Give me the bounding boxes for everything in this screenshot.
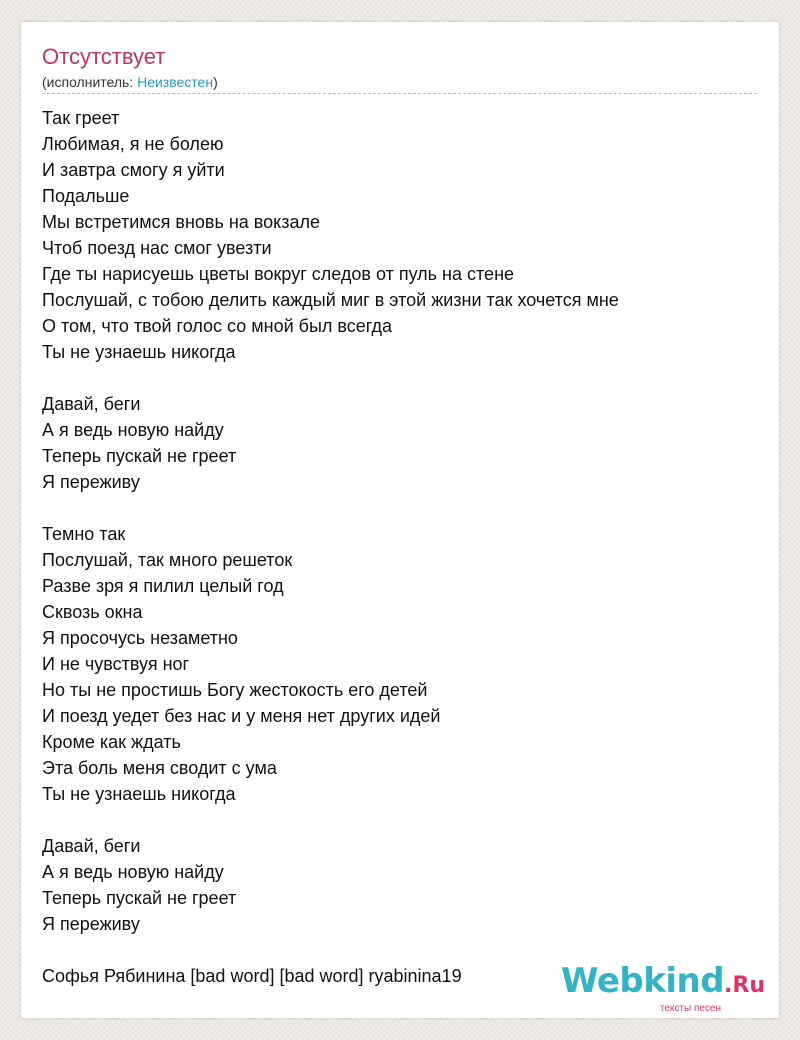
logo-word: Webkind: [561, 961, 725, 1001]
lyric-line: И завтра смогу я уйти: [42, 160, 225, 180]
lyric-line: Я переживу: [42, 472, 140, 492]
lyric-line: А я ведь новую найду: [42, 862, 224, 882]
lyric-line: Подальше: [42, 186, 130, 206]
lyric-line: Я переживу: [42, 914, 140, 934]
lyric-line: Ты не узнаешь никогда: [42, 342, 236, 362]
lyric-line: Давай, беги: [42, 836, 141, 856]
lyric-line: Мы встретимся вновь на вокзале: [42, 212, 321, 232]
lyric-line: Давай, беги: [42, 394, 141, 414]
lyrics-text: [42, 105, 762, 1015]
lyric-line: О том, что твой голос со мной был всегда: [42, 316, 393, 336]
lyric-line: Теперь пускай не греет: [42, 446, 237, 466]
stanza: [42, 833, 762, 937]
lyric-line: Послушай, так много решеток: [42, 550, 293, 570]
lyric-line: Кроме как ждать: [42, 732, 181, 752]
lyric-line: Эта боль меня сводит с ума: [42, 758, 277, 778]
divider: [42, 93, 757, 94]
stanza: [42, 391, 762, 495]
lyric-line: И не чувствуя ног: [42, 654, 190, 674]
logo-wordmark: [561, 963, 765, 1006]
lyrics-card: [21, 22, 779, 1018]
credits-line: Софья Рябинина [bad word] [bad word] ryabinina19: [42, 966, 462, 986]
lyric-line: Я просочусь незаметно: [42, 628, 238, 648]
lyric-line: Теперь пускай не греет: [42, 888, 237, 908]
lyric-line: Где ты нарисуешь цветы вокруг следов от пуль на стене: [42, 264, 515, 284]
lyric-line: Темно так: [42, 524, 126, 544]
lyric-line: Разве зря я пилил целый год: [42, 576, 284, 596]
stanza: [42, 105, 762, 365]
lyric-line: Ты не узнаешь никогда: [42, 784, 236, 804]
lyric-line: А я ведь новую найду: [42, 420, 224, 440]
lyric-line: Но ты не простишь Богу жестокость его детей: [42, 680, 428, 700]
artist-suffix: ): [213, 74, 218, 90]
lyric-line: Любимая, я не болею: [42, 134, 224, 154]
lyric-line: И поезд уедет без нас и у меня нет других идей: [42, 706, 441, 726]
stanza: [42, 521, 762, 807]
artist-link[interactable]: Неизвестен: [137, 74, 214, 90]
artist-prefix: (исполнитель:: [42, 74, 138, 90]
song-title: Отсутствует: [42, 44, 166, 69]
lyric-line: Чтоб поезд нас смог увезти: [42, 238, 272, 258]
artist-line: [42, 73, 218, 91]
webkind-logo[interactable]: [561, 963, 765, 1014]
lyric-line: Так греет: [42, 108, 120, 128]
logo-tagline: тексты песен: [659, 1003, 721, 1014]
logo-tld: .Ru: [724, 973, 765, 998]
lyric-line: Послушай, с тобою делить каждый миг в этой жизни так хочется мне: [42, 290, 619, 310]
lyric-line: Сквозь окна: [42, 602, 143, 622]
